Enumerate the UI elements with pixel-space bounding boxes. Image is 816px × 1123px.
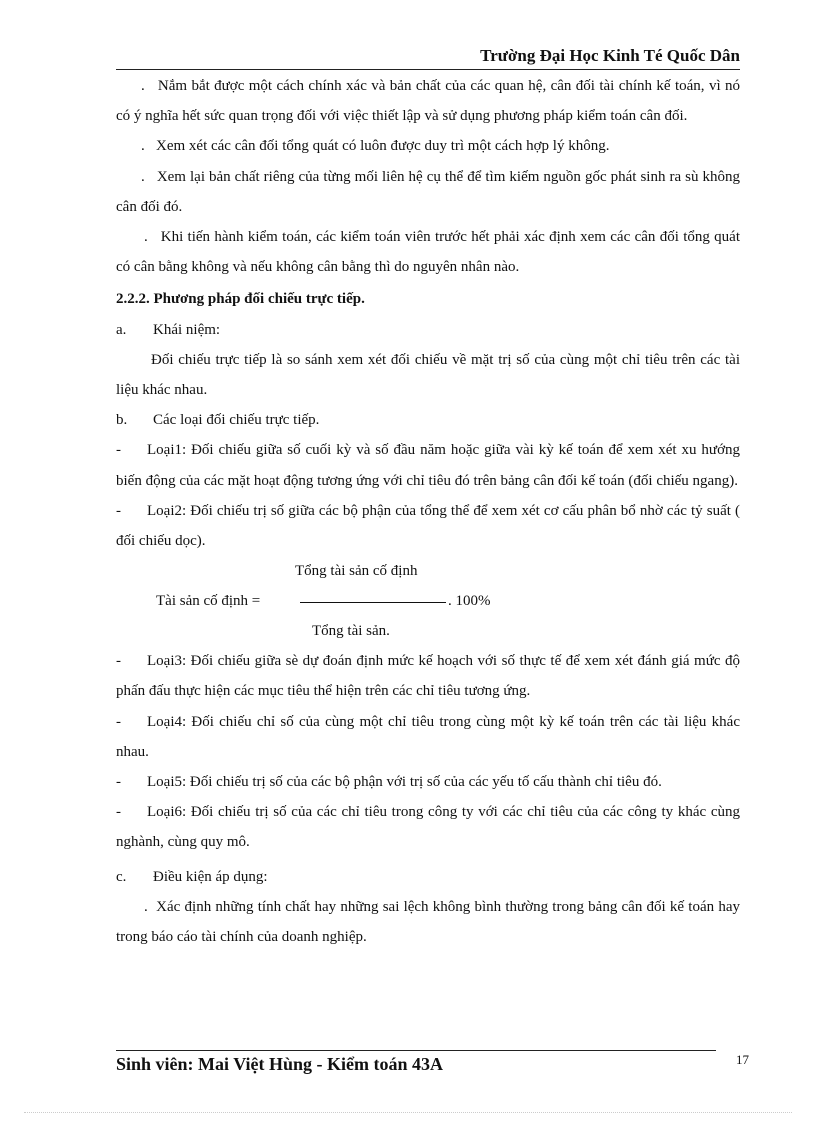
- list-item-loai6: - Loại6: Đối chiếu trị số của các chỉ tiêu trong công ty với các chỉ tiêu của các công ty khác cùng nghành, cùng quy mô.: [116, 804, 740, 851]
- page-body: [116, 71, 740, 952]
- page-header: Trường Đại Học Kinh Té Quốc Dân: [116, 46, 740, 70]
- condition-text: . Xác định những tính chất hay những sai lệch không bình thường trong bảng cân đối kế toán hay trong báo cáo tài chính của doanh nghiệp.: [116, 898, 740, 946]
- formula-percent: . 100%: [448, 593, 491, 610]
- formula-denominator: Tổng tài sản.: [312, 623, 390, 640]
- page-number: 17: [736, 1052, 749, 1067]
- list-item-loai3: - Loại3: Đối chiếu giữa sè dự đoán định mức kế hoạch với số thực tế để xem xét đánh giá mức độ phấn đấu thực hiện các mục tiêu thể hiện trên các chỉ tiêu tương ứng.: [116, 653, 740, 700]
- subsection-a: a. Khái niệm:: [116, 321, 221, 338]
- fraction-bar: [300, 602, 446, 603]
- paragraph-3: . Xem lại bản chất riêng của từng mối liên hệ cụ thể để tìm kiếm nguồn gốc phát sinh ra sù không cân đối đó.: [116, 168, 741, 215]
- subsection-b: b. Các loại đối chiếu trực tiếp.: [116, 412, 320, 429]
- paragraph-4: . Khi tiến hành kiểm toán, các kiểm toán viên trước hết phải xác định xem các cân đối tổng quát có cân bằng không và nếu không cân bằng thì do nguyên nhân nào.: [116, 229, 741, 276]
- footer-divider: [116, 1050, 716, 1051]
- page-edge: [24, 1112, 792, 1113]
- list-item-loai5: - Loại5: Đối chiếu trị số của các bộ phận với trị số của các yếu tố cấu thành chỉ tiêu đó.: [116, 774, 662, 791]
- footer-student: Sinh viên: Mai Việt Hùng - Kiểm toán 43A: [116, 1054, 444, 1074]
- list-item-loai4: - Loại4: Đối chiếu chỉ số của cùng một chỉ tiêu trong cùng một kỳ kế toán trên các tài liệu khác nhau.: [116, 713, 740, 760]
- list-item-loai2: - Loại2: Đối chiếu trị số giữa các bộ phận của tổng thể để xem xét cơ cấu phân bổ nhờ các tỷ suất ( đối chiếu dọc).: [116, 502, 740, 550]
- formula-numerator: Tổng tài sản cố định: [295, 563, 418, 580]
- paragraph-1: . Nắm bắt được một cách chính xác và bản chất của các quan hệ, cân đối tài chính kế toán, vì nó có ý nghĩa hết sức quan trọng đối với việc thiết lập và sử dụng phương pháp kiểm toán cân đối.: [116, 78, 740, 125]
- ratio-formula: [116, 556, 740, 646]
- definition-text: Đối chiếu trực tiếp là so sánh xem xét đối chiếu về mặt trị số của cùng một chỉ tiêu trên các tài liệu khác nhau.: [116, 351, 740, 399]
- section-heading: 2.2.2. Phương pháp đối chiếu trực tiếp.: [116, 291, 365, 308]
- subsection-c: c. Điều kiện áp dụng:: [116, 868, 268, 885]
- list-item-loai1: - Loại1: Đối chiếu giữa số cuối kỳ và số đầu năm hoặc giữa vài kỳ kế toán để xem xét xu hướng biến động của các mặt hoạt động tương ứng với chỉ tiêu đó trên bảng cân đối kế toán (đối chiếu ngang).: [116, 442, 740, 489]
- paragraph-2: . Xem xét các cân đối tổng quát có luôn được duy trì một cách hợp lý không.: [141, 138, 610, 155]
- formula-lhs: Tài sản cố định =: [156, 593, 261, 610]
